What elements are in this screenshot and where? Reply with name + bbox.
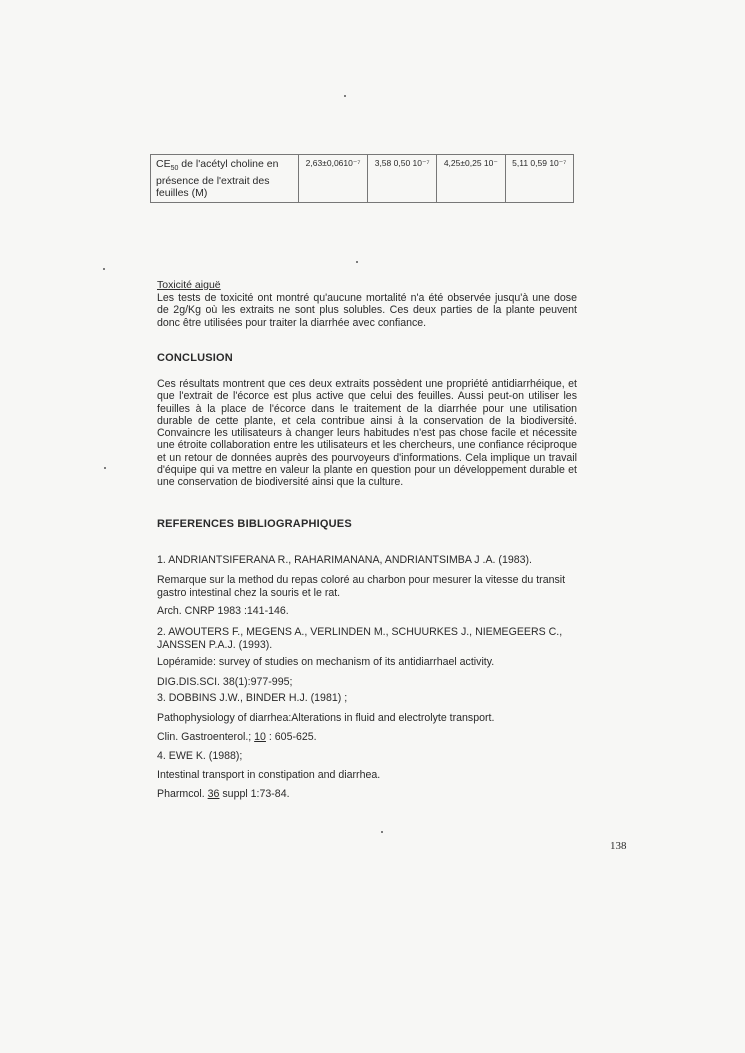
table-row-label: $CE_{50}$ de l'acétyl choline en présence de l'extrait des feuilles (M) (151, 155, 299, 203)
scan-speck (381, 831, 383, 833)
reference-1-authors: 1. ANDRIANTSIFERANA R., RAHARIMANANA, ANDRIANTSIMBA J .A. (1983). (157, 554, 532, 566)
toxicity-heading: Toxicité aiguë (157, 279, 221, 291)
conclusion-heading: CONCLUSION (157, 352, 233, 364)
reference-2-title: Lopéramide: survey of studies on mechanism of its antidiarrhael activity. (157, 656, 495, 668)
reference-3-authors: 3. DOBBINS J.W., BINDER H.J. (1981) ; (157, 692, 348, 704)
reference-4-source: Pharmcol. 36 suppl 1:73-84. (157, 788, 290, 800)
reference-2-source: DIG.DIS.SCI. 38(1):977-995; (157, 676, 293, 688)
scan-speck (104, 467, 106, 469)
reference-3-source: Clin. Gastroenterol.; 10 : 605-625. (157, 731, 317, 743)
table-cell: 3,58 0,50 10⁻⁷ (368, 155, 437, 203)
table-cell: 5,11 0,59 10⁻⁷ (505, 155, 574, 203)
reference-3-title: Pathophysiology of diarrhea:Alterations in fluid and electrolyte transport. (157, 712, 495, 724)
reference-1-source: Arch. CNRP 1983 :141-146. (157, 605, 289, 617)
reference-2-authors: 2. AWOUTERS F., MEGENS A., VERLINDEN M., SCHUURKES J., NIEMEGEERS C., JANSSEN P.A.J. (1993). (157, 626, 563, 651)
conclusion-paragraph: Ces résultats montrent que ces deux extraits possèdent une propriété antidiarrhéique, et que l'extrait de l'écorce est plus active que celui des feuilles. Aussi peut-on utiliser les feuilles à la place de l'écorce dans le traitement de la diarrhée pour une utilisation durable de cette plante, et cela contribue ainsi à la conservation de la biodiversité. Convaincre les utilisateurs à changer leurs habitudes n'est pas chose facile et nécessite une étroite collaboration entre les utilisateurs et les chercheurs, une confiance réciproque et un retour de données auprès des pourvoyeurs d'informations. Cela implique un travail d'équipe qui va mettre en valeur la plante en question pour un développement durable et une conservation de biodiversité ainsi que la culture. (157, 378, 577, 489)
reference-4-authors: 4. EWE K. (1988); (157, 750, 243, 762)
scan-speck (103, 268, 105, 270)
table-row (151, 155, 574, 203)
table-cell: 2,63±0,0610⁻⁷ (299, 155, 368, 203)
results-table (150, 154, 574, 203)
page-number: 138 (610, 840, 627, 852)
toxicity-paragraph: Les tests de toxicité ont montré qu'aucune mortalité n'a été observée jusqu'à une dose de 2g/Kg où les extraits ne sont plus solubles. Ces deux parties de la plante peuvent donc être utilisées pour traiter la diarrhée avec confiance. (157, 292, 577, 329)
reference-4-title: Intestinal transport in constipation and diarrhea. (157, 769, 381, 781)
references-heading: REFERENCES BIBLIOGRAPHIQUES (157, 518, 352, 530)
reference-1-title: Remarque sur la method du repas coloré au charbon pour mesurer la vitesse du transit gastro intestinal chez la souris et le rat. (157, 574, 566, 599)
scan-speck (356, 261, 358, 263)
scan-speck (344, 95, 346, 97)
table-cell: 4,25±0,25 10⁻ (437, 155, 505, 203)
